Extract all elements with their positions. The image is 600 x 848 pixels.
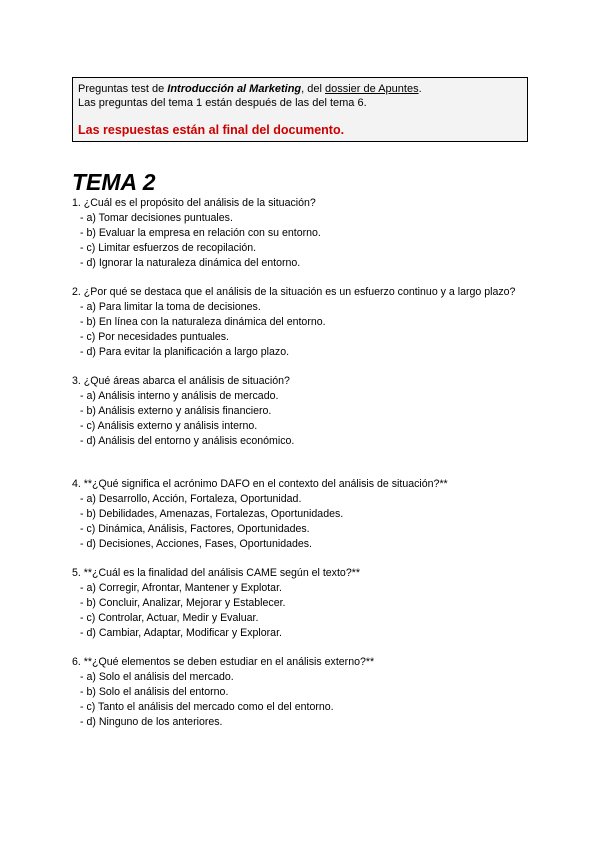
option-a: - a) Análisis interno y análisis de mercado. bbox=[80, 390, 279, 402]
option-b: - b) En línea con la naturaleza dinámica del entorno. bbox=[80, 316, 326, 328]
question-stem: 6. **¿Qué elementos se deben estudiar en el análisis externo?** bbox=[72, 656, 375, 668]
option-b: - b) Análisis externo y análisis financiero. bbox=[80, 405, 272, 417]
option-b: - b) Debilidades, Amenazas, Fortalezas, Oportunidades. bbox=[80, 508, 344, 520]
answers-notice: Las respuestas están al final del documento. bbox=[78, 123, 345, 137]
option-d: - d) Cambiar, Adaptar, Modificar y Explorar. bbox=[80, 627, 282, 639]
question-1 bbox=[72, 196, 528, 271]
notice-line-1 bbox=[78, 82, 521, 96]
option-a: - a) Tomar decisiones puntuales. bbox=[80, 212, 233, 224]
question-stem: 5. **¿Cuál es la finalidad del análisis CAME según el texto?** bbox=[72, 567, 360, 579]
notice-line-2: Las preguntas del tema 1 están después de las del tema 6. bbox=[78, 97, 367, 109]
dossier-link[interactable]: dossier de Apuntes bbox=[325, 83, 419, 95]
question-4 bbox=[72, 477, 528, 552]
option-a: - a) Corregir, Afrontar, Mantener y Explotar. bbox=[80, 582, 282, 594]
notice-box bbox=[72, 77, 528, 142]
option-b: - b) Solo el análisis del entorno. bbox=[80, 686, 229, 698]
notice-prefix: Preguntas test de bbox=[78, 83, 168, 95]
question-6 bbox=[72, 655, 528, 730]
option-d: - d) Ninguno de los anteriores. bbox=[80, 716, 223, 728]
option-c: - c) Controlar, Actuar, Medir y Evaluar. bbox=[80, 612, 259, 624]
option-c: - c) Dinámica, Análisis, Factores, Oportunidades. bbox=[80, 523, 310, 535]
question-stem: 1. ¿Cuál es el propósito del análisis de la situación? bbox=[72, 197, 316, 209]
option-d: - d) Ignorar la naturaleza dinámica del entorno. bbox=[80, 257, 301, 269]
question-2 bbox=[72, 285, 528, 360]
option-d: - d) Para evitar la planificación a largo plazo. bbox=[80, 346, 290, 358]
option-c: - c) Limitar esfuerzos de recopilación. bbox=[80, 242, 257, 254]
question-stem: 2. ¿Por qué se destaca que el análisis de la situación es un esfuerzo continuo y a largo plazo? bbox=[72, 286, 516, 298]
option-c: - c) Por necesidades puntuales. bbox=[80, 331, 229, 343]
notice-end: . bbox=[418, 83, 422, 95]
question-stem: 4. **¿Qué significa el acrónimo DAFO en el contexto del análisis de situación?** bbox=[72, 478, 448, 490]
option-b: - b) Concluir, Analizar, Mejorar y Establecer. bbox=[80, 597, 286, 609]
question-5 bbox=[72, 566, 528, 641]
question-3 bbox=[72, 374, 528, 449]
notice-mid: , del bbox=[301, 83, 325, 95]
section-title: TEMA 2 bbox=[72, 169, 156, 195]
option-c: - c) Análisis externo y análisis interno. bbox=[80, 420, 258, 432]
question-stem: 3. ¿Qué áreas abarca el análisis de situación? bbox=[72, 375, 290, 387]
option-d: - d) Decisiones, Acciones, Fases, Oportunidades. bbox=[80, 538, 312, 550]
option-a: - a) Solo el análisis del mercado. bbox=[80, 671, 234, 683]
notice-subject: Introducción al Marketing bbox=[167, 83, 302, 95]
question-list bbox=[72, 196, 528, 744]
option-a: - a) Desarrollo, Acción, Fortaleza, Oportunidad. bbox=[80, 493, 302, 505]
option-a: - a) Para limitar la toma de decisiones. bbox=[80, 301, 261, 313]
option-d: - d) Análisis del entorno y análisis económico. bbox=[80, 435, 295, 447]
option-b: - b) Evaluar la empresa en relación con su entorno. bbox=[80, 227, 321, 239]
option-c: - c) Tanto el análisis del mercado como el del entorno. bbox=[80, 701, 334, 713]
